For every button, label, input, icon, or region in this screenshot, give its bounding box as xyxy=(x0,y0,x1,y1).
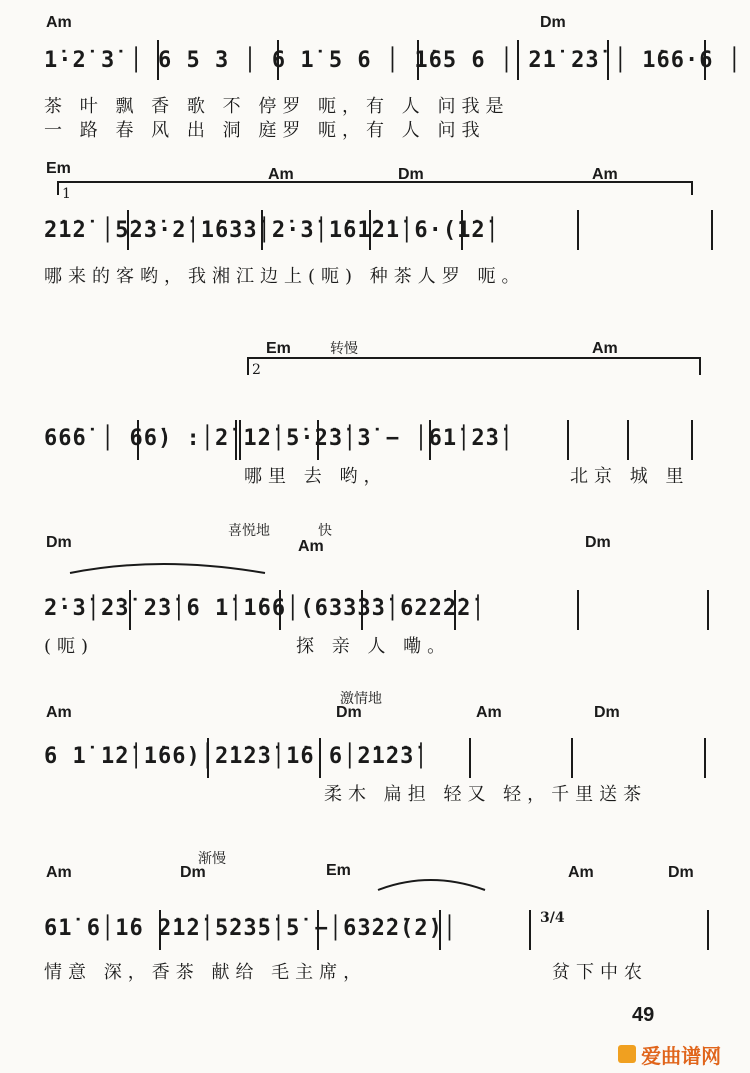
chord-label: Am xyxy=(568,864,594,881)
chord-label: Dm xyxy=(180,864,206,881)
notation-line: 66̇6̇ │ 66̇) :│2̇ 1̇2̇│5̇·2̇3̇│3̇ − │61̇│2̇3̇│ xyxy=(44,426,515,451)
chord-label: Dm xyxy=(594,704,620,721)
chord-label: Dm xyxy=(336,704,362,721)
chord-label: Am xyxy=(46,704,72,721)
expression-marking: 激情地 xyxy=(340,691,382,707)
chord-label: Am xyxy=(476,704,502,721)
chord-label: Am xyxy=(46,864,72,881)
music-note-icon xyxy=(618,1045,636,1063)
chord-label: Em xyxy=(46,160,71,177)
lyric-line: 情意 深，香茶 献给 毛主席， xyxy=(44,962,368,983)
notation-line: 6 1̇ 1̇2̇│1̇66)│2̇1̇2̇3̇│1̇6 6│2̇1̇2̇3̇│ xyxy=(44,744,429,769)
notation-line: 2̇1̇2̇ │5̇2̇3̇·2̇│1̇63̇3̇│2̇·3̇│1̇61̇2̇1̇│6·(1̇2̇│ xyxy=(44,218,500,243)
volta-number: 1 xyxy=(62,186,71,202)
chord-label: Dm xyxy=(668,864,694,881)
chord-label: Dm xyxy=(585,534,611,551)
expression-marking: 喜悦地 xyxy=(228,523,270,539)
chord-label: Dm xyxy=(540,14,566,31)
tempo-marking: 渐慢 xyxy=(198,851,226,867)
chord-label: Dm xyxy=(398,166,424,183)
watermark-text: 爱曲谱网 xyxy=(641,1044,722,1068)
tempo-marking: 转慢 xyxy=(330,341,358,357)
chord-label: Am xyxy=(592,340,618,357)
chord-label: Am xyxy=(298,538,324,555)
lyric-line: 哪来的客哟，我湘江边上(呃) 种茶人罗 呃。 xyxy=(44,266,526,287)
time-signature: 3/4 xyxy=(540,910,565,926)
lyric-line: 哪里 去 哟， xyxy=(244,466,388,487)
chord-label: Dm xyxy=(46,534,72,551)
page-number: 49 xyxy=(632,1004,655,1026)
chord-label: Am xyxy=(592,166,618,183)
chord-label: Em xyxy=(266,340,291,357)
chord-label: Em xyxy=(326,862,351,879)
volta-number: 2 xyxy=(252,362,261,378)
lyric-line: 北京 城 里 xyxy=(570,466,690,487)
lyric-line: 茶 叶 飘 香 歌 不 停罗 呃，有 人 问我是 xyxy=(44,96,510,117)
tempo-marking: 快 xyxy=(318,523,332,539)
lyric-line: 柔木 扁担 轻又 轻，千里送茶 xyxy=(324,784,648,805)
chord-label: Am xyxy=(268,166,294,183)
chord-label: Am xyxy=(46,14,72,31)
lyric-line: 贫下中农 xyxy=(552,962,648,983)
notation-line: 61̇ 6│1̇6 2̇1̇2̇│5̇2̇3̇5̇│5̇ −│63̇2̇2̇(2̇)│ xyxy=(44,916,458,941)
notation-line: 2̇·3̇│2̇3̇ 2̇3̇│6 1̇│1̇66│(63̇3̇3̇3̇│62̇2̇2̇2̇│ xyxy=(44,596,486,621)
watermark xyxy=(618,1040,721,1069)
lyric-line: 探 亲 人 嘞。 xyxy=(296,636,452,657)
notation-line: 1̇·2̇ 3̇ │ 6 5 3 │ 6 1̇ 5 6 │ 1̇65 6 │ 2̇1̇ 2̇3̇ │ 1̇66·6 │ xyxy=(44,48,743,73)
lyric-line: (呃) xyxy=(44,636,95,657)
lyric-line: 一 路 春 风 出 洞 庭罗 呃，有 人 问我 xyxy=(44,120,486,141)
